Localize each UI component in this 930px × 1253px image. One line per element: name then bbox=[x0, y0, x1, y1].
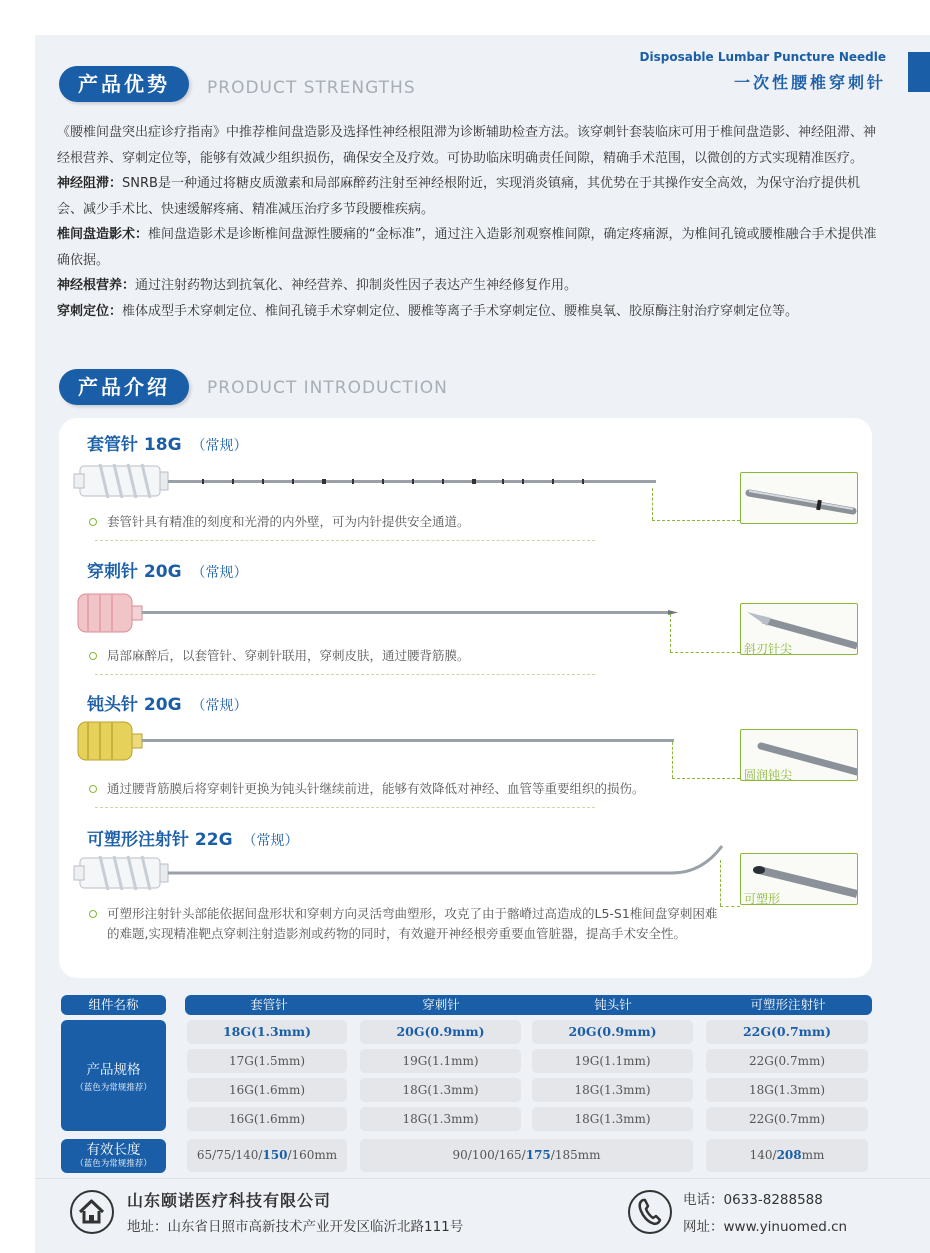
strengths-intro: 《腰椎间盘突出症诊疗指南》中推荐椎间盘造影及选择性神经根阻滞为诊断辅助检查方法。该穿刺针套装临床可用于椎间盘造影、神经阻滞、神经根营养、穿刺定位等，能够有效减少组织损伤，确保安全及疗效。可协助临床明确责任间隙，精确手术范围，以微创的方式实现精准医疗。 bbox=[57, 125, 877, 166]
strength-text: 椎间盘造影术是诊断椎间盘源性腰痛的“金标准”，通过注入造影剂观察椎间隙，确定疼痛源，为椎间孔镜或腰椎融合手术提供准确依据。 bbox=[57, 227, 877, 268]
divider bbox=[95, 540, 595, 541]
spec-cell: 16G(1.6mm) bbox=[187, 1078, 347, 1102]
bullet-icon bbox=[89, 518, 97, 526]
puncture-needle-illustration bbox=[72, 590, 682, 636]
product-desc-cannula: 套管针具有精准的刻度和光滑的内外壁，可为内针提供安全通道。 bbox=[107, 514, 470, 529]
intro-heading-en: PRODUCT INTRODUCTION bbox=[207, 378, 448, 398]
product-title-en: Disposable Lumbar Puncture Needle bbox=[639, 50, 886, 64]
blunt-needle-illustration bbox=[72, 718, 682, 764]
strength-text: SNRB是一种通过将糖皮质激素和局部麻醉药注射至神经根附近，实现消炎镇痛，其优势在于其操作安全高效，为保守治疗提供机会、减少手术比、快速缓解疼痛、精准减压治疗多节段腰椎疾病。 bbox=[57, 176, 860, 217]
spec-cell: 19G(1.1mm) bbox=[532, 1049, 693, 1073]
company-address: 地址：山东省日照市高新技术产业开发区临沂北路111号 bbox=[127, 1219, 464, 1235]
product-title-puncture: 穿刺针 20G （常规） bbox=[87, 562, 248, 582]
spec-cell: 22G(0.7mm) bbox=[706, 1020, 868, 1044]
spec-cell: 18G(1.3mm) bbox=[360, 1107, 521, 1131]
company-website: 网址：www.yinuomed.cn bbox=[683, 1219, 848, 1235]
product-desc-puncture: 局部麻醉后，以套管针、穿刺针联用，穿刺皮肤，通过腰背筋膜。 bbox=[107, 648, 470, 663]
spec-cell: 18G(1.3mm) bbox=[187, 1020, 347, 1044]
product-desc-blunt: 通过腰背筋膜后将穿刺针更换为钝头针继续前进，能够有效降低对神经、血管等重要组织的损伤。 bbox=[107, 781, 645, 796]
strength-item bbox=[57, 171, 877, 222]
spec-cell: 18G(1.3mm) bbox=[532, 1078, 693, 1102]
strengths-pill: 产品优势 bbox=[59, 66, 189, 102]
spec-cell: 22G(0.7mm) bbox=[706, 1049, 868, 1073]
strengths-heading-en: PRODUCT STRENGTHS bbox=[207, 78, 416, 98]
length-cell: 140/208mm bbox=[706, 1139, 868, 1172]
spec-cell: 17G(1.5mm) bbox=[187, 1049, 347, 1073]
strength-text: 通过注射药物达到抗氧化、神经营养、抑制炎性因子表达产生神经修复作用。 bbox=[135, 278, 578, 293]
product-title-blunt: 钝头针 20G （常规） bbox=[87, 695, 248, 715]
strength-label: 神经阻滞： bbox=[57, 176, 123, 191]
leader-line bbox=[720, 906, 740, 907]
phone-icon bbox=[628, 1190, 672, 1234]
company-phone: 电话：0633-8288588 bbox=[683, 1192, 823, 1208]
home-icon bbox=[70, 1190, 114, 1234]
strength-text: 椎体成型手术穿刺定位、椎间孔镜手术穿刺定位、腰椎等离子手术穿刺定位、腰椎臭氧、胶原酶注射治疗穿刺定位等。 bbox=[122, 303, 799, 319]
side-tab bbox=[908, 52, 930, 92]
spec-cell: 20G(0.9mm) bbox=[360, 1020, 521, 1044]
company-name: 山东颐诺医疗科技有限公司 bbox=[127, 1191, 332, 1210]
table-header-col: 钝头针 bbox=[594, 997, 632, 1012]
spec-row-label bbox=[61, 1020, 166, 1131]
strength-item bbox=[57, 273, 877, 299]
length-cell: 65/75/140/150/160mm bbox=[187, 1139, 347, 1172]
bullet-icon bbox=[89, 652, 97, 660]
leader-line bbox=[672, 742, 673, 778]
divider bbox=[95, 674, 595, 675]
leader-line bbox=[720, 860, 721, 906]
spec-cell: 19G(1.1mm) bbox=[360, 1049, 521, 1073]
table-header-component: 组件名称 bbox=[61, 995, 166, 1015]
bullet-icon bbox=[89, 910, 97, 918]
strength-label: 神经根营养： bbox=[57, 278, 136, 293]
strength-item bbox=[57, 299, 877, 325]
spec-cell: 22G(0.7mm) bbox=[706, 1107, 868, 1131]
shapeable-needle-illustration bbox=[72, 842, 728, 898]
length-label: 有效长度 bbox=[86, 1142, 141, 1158]
strengths-text bbox=[57, 120, 877, 324]
product-title-shapeable: 可塑形注射针 22G （常规） bbox=[87, 830, 299, 850]
spec-cell: 18G(1.3mm) bbox=[706, 1078, 868, 1102]
table-header-col: 可塑形注射针 bbox=[750, 997, 826, 1012]
cannula-needle-illustration bbox=[72, 460, 662, 504]
product-title-cn: 一次性腰椎穿刺针 bbox=[733, 73, 886, 92]
spec-label: 产品规格 bbox=[86, 1062, 141, 1078]
length-cell: 90/100/165/175/185mm bbox=[360, 1139, 693, 1172]
product-title-cannula: 套管针 18G （常规） bbox=[87, 435, 248, 455]
spec-cell: 18G(1.3mm) bbox=[360, 1078, 521, 1102]
length-note: （蓝色为常规推荐） bbox=[75, 1159, 152, 1169]
strength-label: 穿刺定位： bbox=[57, 303, 123, 319]
footer-divider bbox=[35, 1178, 930, 1179]
length-row-label bbox=[61, 1139, 166, 1173]
strength-label: 椎间盘造影术： bbox=[57, 227, 149, 242]
intro-pill: 产品介绍 bbox=[59, 369, 189, 405]
table-header-col: 套管针 bbox=[250, 997, 288, 1012]
strength-item bbox=[57, 222, 877, 273]
thumb-label: 可塑形 bbox=[744, 892, 781, 906]
divider bbox=[95, 807, 595, 808]
cannula-tip-thumbnail bbox=[740, 472, 858, 524]
spec-cell: 16G(1.6mm) bbox=[187, 1107, 347, 1131]
spec-cell: 20G(0.9mm) bbox=[532, 1020, 693, 1044]
table-header-col: 穿刺针 bbox=[422, 997, 460, 1012]
bullet-icon bbox=[89, 785, 97, 793]
spec-cell: 18G(1.3mm) bbox=[532, 1107, 693, 1131]
product-desc-shapeable: 可塑形注射针头部能依据间盘形状和穿刺方向灵活弯曲塑形，攻克了由于髂嵴过高造成的L5-S1椎间盘穿刺困难的难题,实现精准靶点穿刺注射造影剂或药物的同时，有效避开神经根旁重要血管脏器，提高手术安全性。 bbox=[107, 906, 718, 941]
spec-note: （蓝色为常规推荐） bbox=[75, 1083, 152, 1093]
thumb-label: 圆润钝尖 bbox=[744, 768, 793, 782]
thumb-label: 斜刃针尖 bbox=[744, 642, 793, 656]
